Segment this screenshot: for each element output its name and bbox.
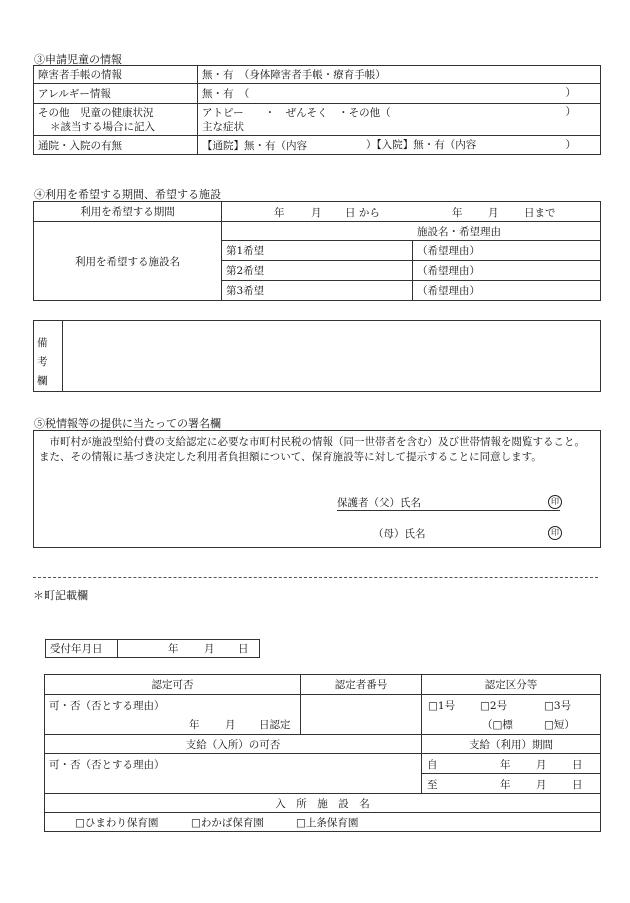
hospital-visit-label: 通院・入院の有無 (34, 136, 198, 155)
cert-class-header: 認定区分等 (422, 675, 601, 695)
section5-title: ⑤税情報等の提供に当たっての署名欄 (34, 417, 221, 430)
received-date-label: 受付年月日 (46, 640, 118, 658)
cert-number-header: 認定者番号 (301, 675, 422, 695)
choice-2-label[interactable]: 第2希望 (222, 261, 413, 281)
guardian-mother-line[interactable] (337, 526, 560, 541)
hospital-visit-value[interactable]: 【通院】無・有（内容 ）【入院】無・有（内容 ） (198, 136, 601, 155)
choice-3-label[interactable]: 第3希望 (222, 281, 413, 301)
pay-period-header: 支給（利用）期間 (422, 735, 601, 754)
choice-2-reason[interactable]: （希望理由） (413, 261, 601, 281)
health-status-value[interactable]: アトピー ・ ぜんそく ・その他（ ） 主な症状 (198, 104, 601, 136)
pay-to[interactable]: 至 年 月 日 (422, 774, 601, 794)
received-date-table (45, 639, 260, 658)
section3-title: ③申請児童の情報 (34, 53, 122, 66)
facility-label: 利用を希望する施設名 (34, 222, 222, 301)
disability-notebook-label: 障害者手帳の情報 (34, 66, 198, 84)
remarks-label: 備 考 欄 (34, 321, 63, 391)
class3-checkbox[interactable]: □3号 (544, 700, 572, 712)
cert-value[interactable]: 可・否（否とする理由） 年 月 日認定 (45, 695, 301, 735)
tax-consent-box (33, 430, 601, 548)
allergy-label: アレルギー情報 (34, 84, 198, 104)
allergy-value[interactable]: 無・有 （ ） (198, 84, 601, 104)
choice-3-reason[interactable]: （希望理由） (413, 281, 601, 301)
period-value[interactable]: 年 月 日 から 年 月 日まで (222, 202, 601, 222)
remarks-input[interactable] (63, 321, 600, 391)
class1-checkbox[interactable]: □1号 (428, 700, 456, 712)
facility-wakaba-checkbox[interactable]: □わかば保育園 (191, 817, 264, 829)
remarks-box (33, 320, 601, 392)
cert-number-value[interactable] (301, 695, 422, 735)
guardian-father-line[interactable] (337, 495, 560, 511)
facility-himawari-checkbox[interactable]: □ひまわり保育園 (75, 817, 159, 829)
choice-1-label[interactable]: 第1希望 (222, 241, 413, 261)
standard-checkbox[interactable]: （□標 (482, 719, 513, 731)
section4-title: ④利用を希望する期間、希望する施設 (34, 188, 221, 201)
consent-text: 市町村が施設型給付費の支給認定に必要な市町村民税の情報（同一世帯者を含む）及び世帯情報を閲覧すること。また、その情報に基づき決定した利用者負担額について、保育施設等に対して提示することに同意します。 (39, 436, 585, 463)
guardian-father-label: 保護者（父）氏名 (337, 497, 421, 509)
facility-header: 施設名・希望理由 (222, 222, 601, 241)
disability-notebook-value[interactable]: 無・有 （身体障害者手帳・療育手帳） (198, 66, 601, 84)
short-checkbox[interactable]: □短） (544, 719, 575, 731)
seal-icon: 印 (548, 495, 562, 509)
pay-from[interactable]: 自 年 月 日 (422, 754, 601, 774)
cert-header: 認定可否 (45, 675, 301, 695)
certification-table (44, 674, 601, 832)
pay-header: 支給（入所）の可否 (45, 735, 422, 754)
admission-header: 入 所 施 設 名 (45, 794, 601, 813)
child-info-table (33, 65, 601, 155)
seal-icon: 印 (548, 526, 562, 540)
guardian-mother-label: （母）氏名 (373, 528, 426, 540)
cut-line-divider (33, 577, 598, 578)
period-facility-table (33, 201, 601, 301)
town-section-title: ＊町記載欄 (33, 589, 88, 602)
choice-1-reason[interactable]: （希望理由） (413, 241, 601, 261)
pay-value[interactable]: 可・否（否とする理由） (45, 754, 422, 794)
received-date-value[interactable]: 年 月 日 (118, 640, 260, 658)
cert-class-value[interactable] (422, 695, 601, 735)
health-status-label: その他 児童の健康状況 ＊該当する場合に記入 (34, 104, 198, 136)
period-label: 利用を希望する期間 (34, 202, 222, 222)
class2-checkbox[interactable]: □2号 (480, 700, 508, 712)
facility-kamijo-checkbox[interactable]: □上条保育園 (296, 817, 359, 829)
admission-facilities (45, 813, 601, 832)
